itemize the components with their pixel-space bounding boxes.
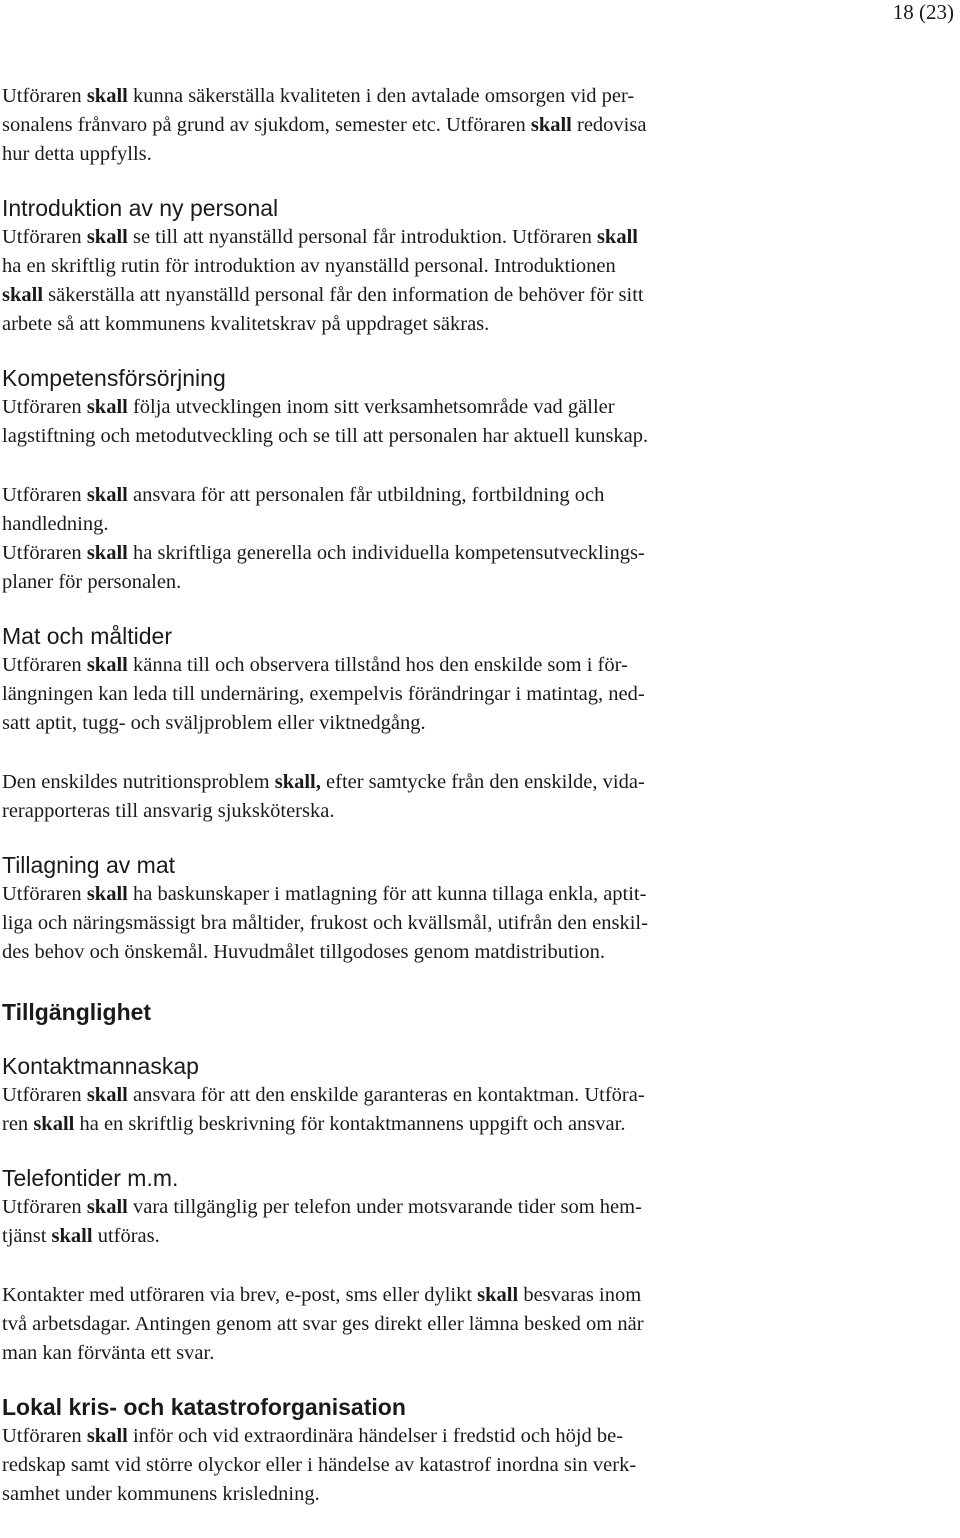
text-run: ha skriftliga generella och individuella kompetensutvecklings-	[127, 542, 645, 564]
text-run: samhet under kommunens krisledning.	[2, 1483, 320, 1505]
text-run: man kan förvänta ett svar.	[2, 1342, 215, 1364]
heading-tillagning: Tillagning av mat	[2, 852, 176, 878]
text-run: känna till och observera tillstånd hos den enskilde som i för-	[127, 654, 628, 676]
text-run: ren	[2, 1113, 34, 1135]
text-run: se till att nyanställd personal får introduktion. Utföraren	[127, 226, 597, 248]
emphasis: skall	[86, 1196, 128, 1218]
text-run: Utföraren	[2, 542, 87, 564]
text-run: arbete så att kommunens kvalitetskrav på uppdraget säkras.	[2, 313, 490, 335]
heading-kris: Lokal kris- och katastroforganisation	[2, 1394, 406, 1420]
page-content	[2, 82, 792, 1509]
tillagning-paragraph	[2, 880, 792, 967]
text-run: liga och näringsmässigt bra måltider, frukost och kvällsmål, utifrån den enskil-	[2, 912, 648, 934]
text-run: Kontakter med utföraren via brev, e-post, sms eller dylikt	[2, 1284, 478, 1306]
text-run: ha en skriftlig beskrivning för kontaktmannens uppgift och ansvar.	[74, 1113, 626, 1135]
mat-paragraph-1	[2, 651, 792, 738]
emphasis: skall	[33, 1113, 75, 1135]
text-run: ha en skriftlig rutin för introduktion av nyanställd personal. Introduktionen	[2, 255, 616, 277]
text-run: Utföraren	[2, 226, 87, 248]
text-run: kunna säkerställa kvaliteten i den avtalade omsorgen vid per-	[127, 85, 635, 107]
text-run: lagstiftning och metodutveckling och se till att personalen har aktuell kunskap.	[2, 425, 649, 447]
text-run: vara tillgänglig per telefon under motsvarande tider som hem-	[127, 1196, 642, 1218]
heading-kompetens: Kompetensförsörjning	[2, 365, 226, 391]
text-run: Utföraren	[2, 484, 87, 506]
text-run: tjänst	[2, 1225, 52, 1247]
text-run: sonalens frånvaro på grund av sjukdom, semester etc. Utföraren	[2, 114, 531, 136]
text-run: des behov och önskemål. Huvudmålet tillgodoses genom matdistribution.	[2, 941, 605, 963]
kompetens-paragraph-3	[2, 539, 792, 597]
text-run: Utföraren	[2, 396, 87, 418]
kompetens-paragraph-1	[2, 393, 792, 451]
text-run: rerapporteras till ansvarig sjuksköterska.	[2, 800, 335, 822]
heading-mat: Mat och måltider	[2, 623, 173, 649]
emphasis: skall	[51, 1225, 93, 1247]
emphasis: skall	[86, 484, 128, 506]
text-run: redovisa	[571, 114, 647, 136]
intro-paragraph	[2, 82, 792, 169]
text-run: Utföraren	[2, 1084, 87, 1106]
text-run: ansvara för att personalen får utbildning, fortbildning och	[127, 484, 605, 506]
telefontider-paragraph-1	[2, 1193, 792, 1251]
introduktion-paragraph	[2, 223, 792, 339]
text-run: redskap samt vid större olyckor eller i händelse av katastrof inordna sin verk-	[2, 1454, 637, 1476]
emphasis: skall	[86, 1084, 128, 1106]
text-run: inför och vid extraordinära händelser i fredstid och höjd be-	[127, 1425, 624, 1447]
text-run: Utföraren	[2, 1425, 87, 1447]
telefontider-paragraph-2	[2, 1281, 792, 1368]
text-run: följa utvecklingen inom sitt verksamhetsområde vad gäller	[127, 396, 615, 418]
text-run: två arbetsdagar. Antingen genom att svar ges direkt eller lämna besked om när	[2, 1313, 644, 1335]
emphasis: skall	[86, 226, 128, 248]
kris-paragraph	[2, 1422, 792, 1509]
text-run: säkerställa att nyanställd personal får den information de behöver för sitt	[43, 284, 644, 306]
page-number: 18 (23)	[892, 0, 954, 24]
text-run: Utföraren	[2, 85, 87, 107]
emphasis: skall	[2, 284, 44, 306]
heading-kontaktmannaskap: Kontaktmannaskap	[2, 1053, 199, 1079]
text-run: ansvara för att den enskilde garanteras en kontaktman. Utföra-	[127, 1084, 645, 1106]
emphasis: skall	[477, 1284, 519, 1306]
emphasis: skall	[86, 1425, 128, 1447]
text-run: satt aptit, tugg- och sväljproblem eller viktnedgång.	[2, 712, 426, 734]
text-run: besvaras inom	[518, 1284, 642, 1306]
text-run: Utföraren	[2, 1196, 87, 1218]
kontaktmannaskap-paragraph	[2, 1081, 792, 1139]
emphasis: skall	[596, 226, 638, 248]
emphasis: skall	[86, 883, 128, 905]
emphasis: skall	[86, 396, 128, 418]
text-run: efter samtycke från den enskilde, vida-	[320, 771, 645, 793]
heading-tillganglighet: Tillgänglighet	[2, 999, 152, 1025]
text-run: hur detta uppfylls.	[2, 143, 152, 165]
text-run: Utföraren	[2, 883, 87, 905]
text-run: utföras.	[92, 1225, 160, 1247]
text-run: Utföraren	[2, 654, 87, 676]
text-run: längningen kan leda till undernäring, exempelvis förändringar i matintag, ned-	[2, 683, 645, 705]
mat-paragraph-2	[2, 768, 792, 826]
emphasis: skall	[86, 654, 128, 676]
text-run: ha baskunskaper i matlagning för att kunna tillaga enkla, aptit-	[127, 883, 647, 905]
text-run: Den enskildes nutritionsproblem	[2, 771, 275, 793]
text-run: handledning.	[2, 513, 109, 535]
text-run: planer för personalen.	[2, 571, 182, 593]
emphasis: skall	[86, 542, 128, 564]
heading-telefontider: Telefontider m.m.	[2, 1165, 179, 1191]
emphasis: skall	[86, 85, 128, 107]
kompetens-paragraph-2	[2, 481, 792, 539]
emphasis: skall,	[274, 771, 321, 793]
emphasis: skall	[530, 114, 572, 136]
heading-introduktion: Introduktion av ny personal	[2, 195, 279, 221]
